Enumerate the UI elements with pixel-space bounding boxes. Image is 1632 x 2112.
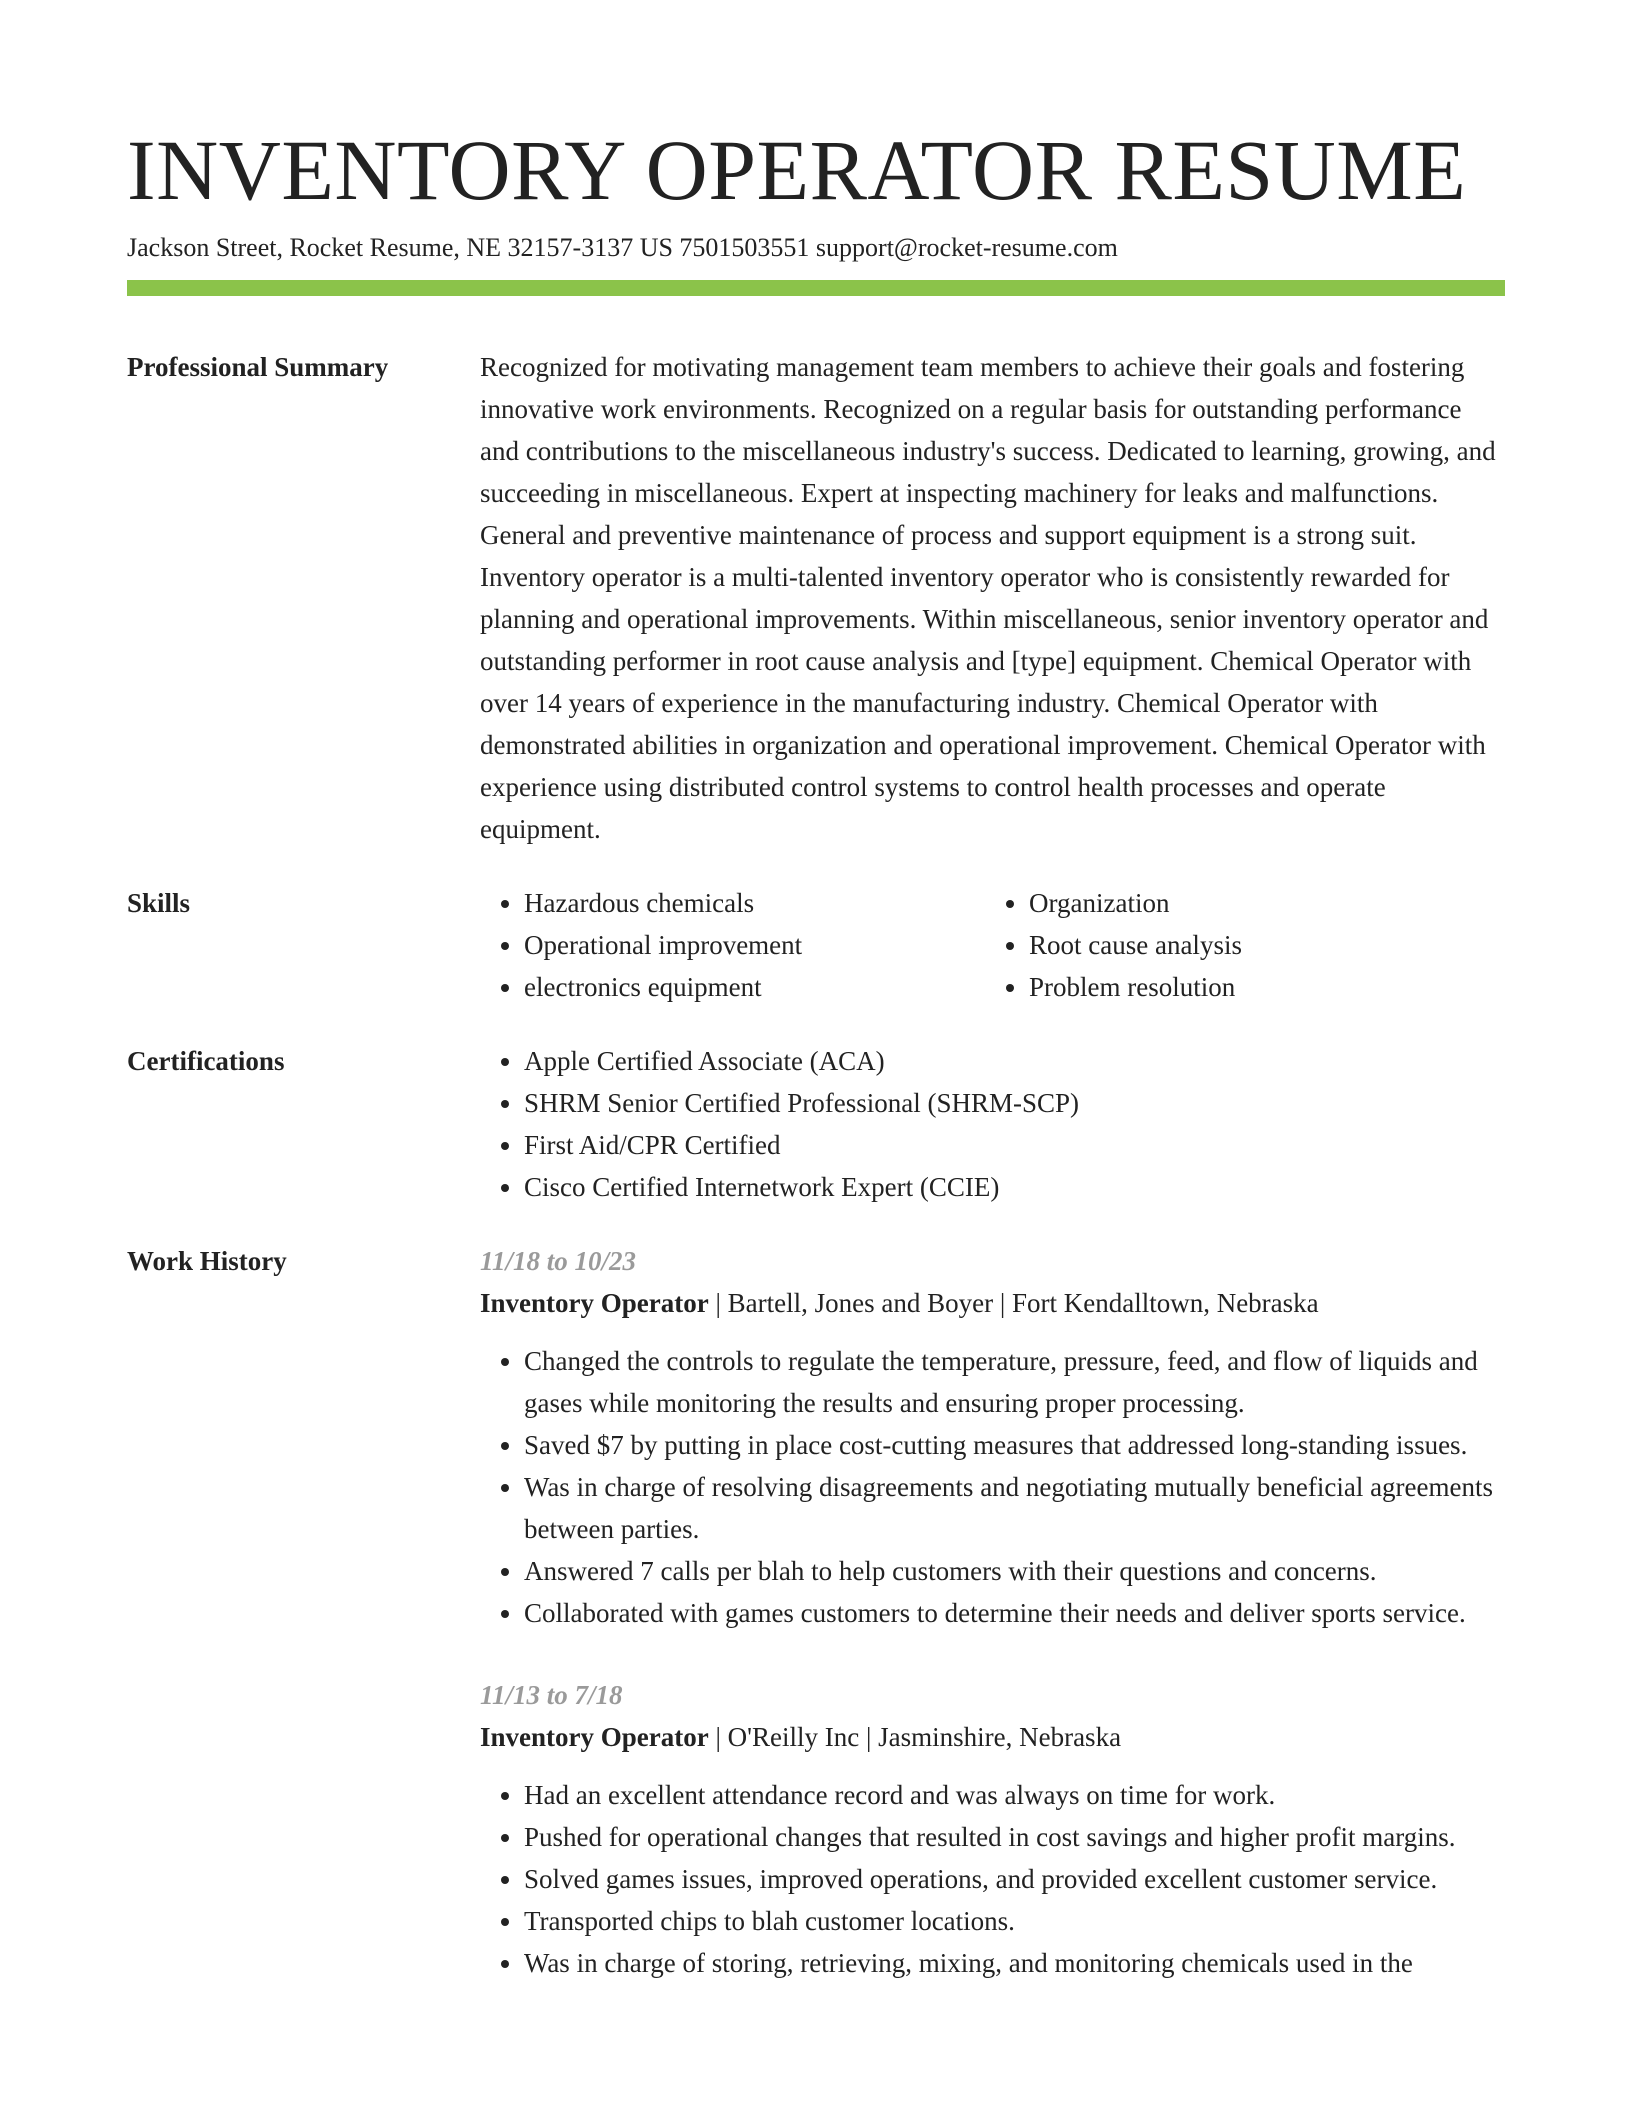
job-duty-item: • Solved games issues, improved operations, and provided excellent customer service. bbox=[524, 1858, 1505, 1900]
certifications-body bbox=[480, 1040, 1505, 1208]
job-entry bbox=[480, 1674, 1505, 1984]
job-duty-item: • Collaborated with games customers to determine their needs and deliver sports service. bbox=[524, 1592, 1505, 1634]
skills-grid bbox=[480, 882, 1505, 1008]
job-details: | Bartell, Jones and Boyer | Fort Kendalltown, Nebraska bbox=[708, 1288, 1319, 1318]
certification-item: • Apple Certified Associate (ACA) bbox=[524, 1040, 1505, 1082]
section-label-skills: Skills bbox=[127, 888, 191, 918]
job-duty-item: • Transported chips to blah customer locations. bbox=[524, 1900, 1505, 1942]
resume-page bbox=[127, 120, 1505, 2024]
skills-list-left bbox=[480, 882, 984, 1008]
job-duties-list bbox=[480, 1340, 1505, 1634]
resume-title: INVENTORY OPERATOR RESUME bbox=[127, 122, 1467, 218]
job-duties-list bbox=[480, 1774, 1505, 1984]
certification-item: • SHRM Senior Certified Professional (SHRM-SCP) bbox=[524, 1082, 1505, 1124]
skill-item: • Operational improvement bbox=[524, 924, 984, 966]
professional-summary-section bbox=[127, 346, 1505, 850]
certifications-list bbox=[480, 1040, 1505, 1208]
job-duty-item: • Had an excellent attendance record and was always on time for work. bbox=[524, 1774, 1505, 1816]
section-label-work-history: Work History bbox=[127, 1246, 287, 1276]
job-heading bbox=[480, 1282, 1505, 1324]
skill-item: • Organization bbox=[1029, 882, 1489, 924]
skill-item: • electronics equipment bbox=[524, 966, 984, 1008]
work-history-body bbox=[480, 1240, 1505, 2024]
job-dates: 11/18 to 10/23 bbox=[480, 1246, 637, 1276]
skill-item: • Problem resolution bbox=[1029, 966, 1489, 1008]
work-history-section bbox=[127, 1240, 1505, 2024]
certification-item: • Cisco Certified Internetwork Expert (CCIE) bbox=[524, 1166, 1505, 1208]
job-duty-item: • Changed the controls to regulate the temperature, pressure, feed, and flow of liquids and gases while monitoring the results and ensuring proper processing. bbox=[524, 1340, 1505, 1424]
job-duty-item: • Was in charge of resolving disagreements and negotiating mutually beneficial agreements between parties. bbox=[524, 1466, 1505, 1550]
section-label-certifications: Certifications bbox=[127, 1046, 285, 1076]
job-duty-item: • Was in charge of storing, retrieving, mixing, and monitoring chemicals used in the bbox=[524, 1942, 1505, 1984]
job-title: Inventory Operator bbox=[480, 1288, 709, 1318]
certification-item: • First Aid/CPR Certified bbox=[524, 1124, 1505, 1166]
skill-item: • Hazardous chemicals bbox=[524, 882, 984, 924]
job-dates: 11/13 to 7/18 bbox=[480, 1680, 623, 1710]
summary-text: Recognized for motivating management team members to achieve their goals and fostering innovative work environments. Recognized on a regular basis for outstanding performance and contributions to the miscellaneous industry's success. Dedicated to learning, growing, and succeeding in miscellaneous. Expert at inspecting machinery for leaks and malfunctions. General and preventive maintenance of process and support equipment is a strong suit. Inventory operator is a multi-talented inventory operator who is consistently rewarded for planning and operational improvements. Within miscellaneous, senior inventory operator and outstanding performer in root cause analysis and [type] equipment. Chemical Operator with over 14 years of experience in the manufacturing industry. Chemical Operator with demonstrated abilities in organization and operational improvement. Chemical Operator with experience using distributed control systems to control health processes and operate equipment. bbox=[480, 352, 1496, 844]
job-title: Inventory Operator bbox=[480, 1722, 709, 1752]
skill-item: • Root cause analysis bbox=[1029, 924, 1489, 966]
header-divider bbox=[127, 280, 1505, 296]
job-duty-item: • Saved $7 by putting in place cost-cutting measures that addressed long-standing issues. bbox=[524, 1424, 1505, 1466]
contact-line: Jackson Street, Rocket Resume, NE 32157-3137 US 7501503551 support@rocket-resume.com bbox=[127, 233, 1118, 262]
job-heading bbox=[480, 1716, 1505, 1758]
certifications-section bbox=[127, 1040, 1505, 1208]
skills-section bbox=[127, 882, 1505, 1008]
job-entry bbox=[480, 1240, 1505, 1634]
job-duty-item: • Pushed for operational changes that resulted in cost savings and higher profit margins. bbox=[524, 1816, 1505, 1858]
section-label-summary: Professional Summary bbox=[127, 352, 389, 382]
job-details: | O'Reilly Inc | Jasminshire, Nebraska bbox=[708, 1722, 1122, 1752]
job-duty-item: • Answered 7 calls per blah to help customers with their questions and concerns. bbox=[524, 1550, 1505, 1592]
skills-list-right bbox=[984, 882, 1489, 1008]
